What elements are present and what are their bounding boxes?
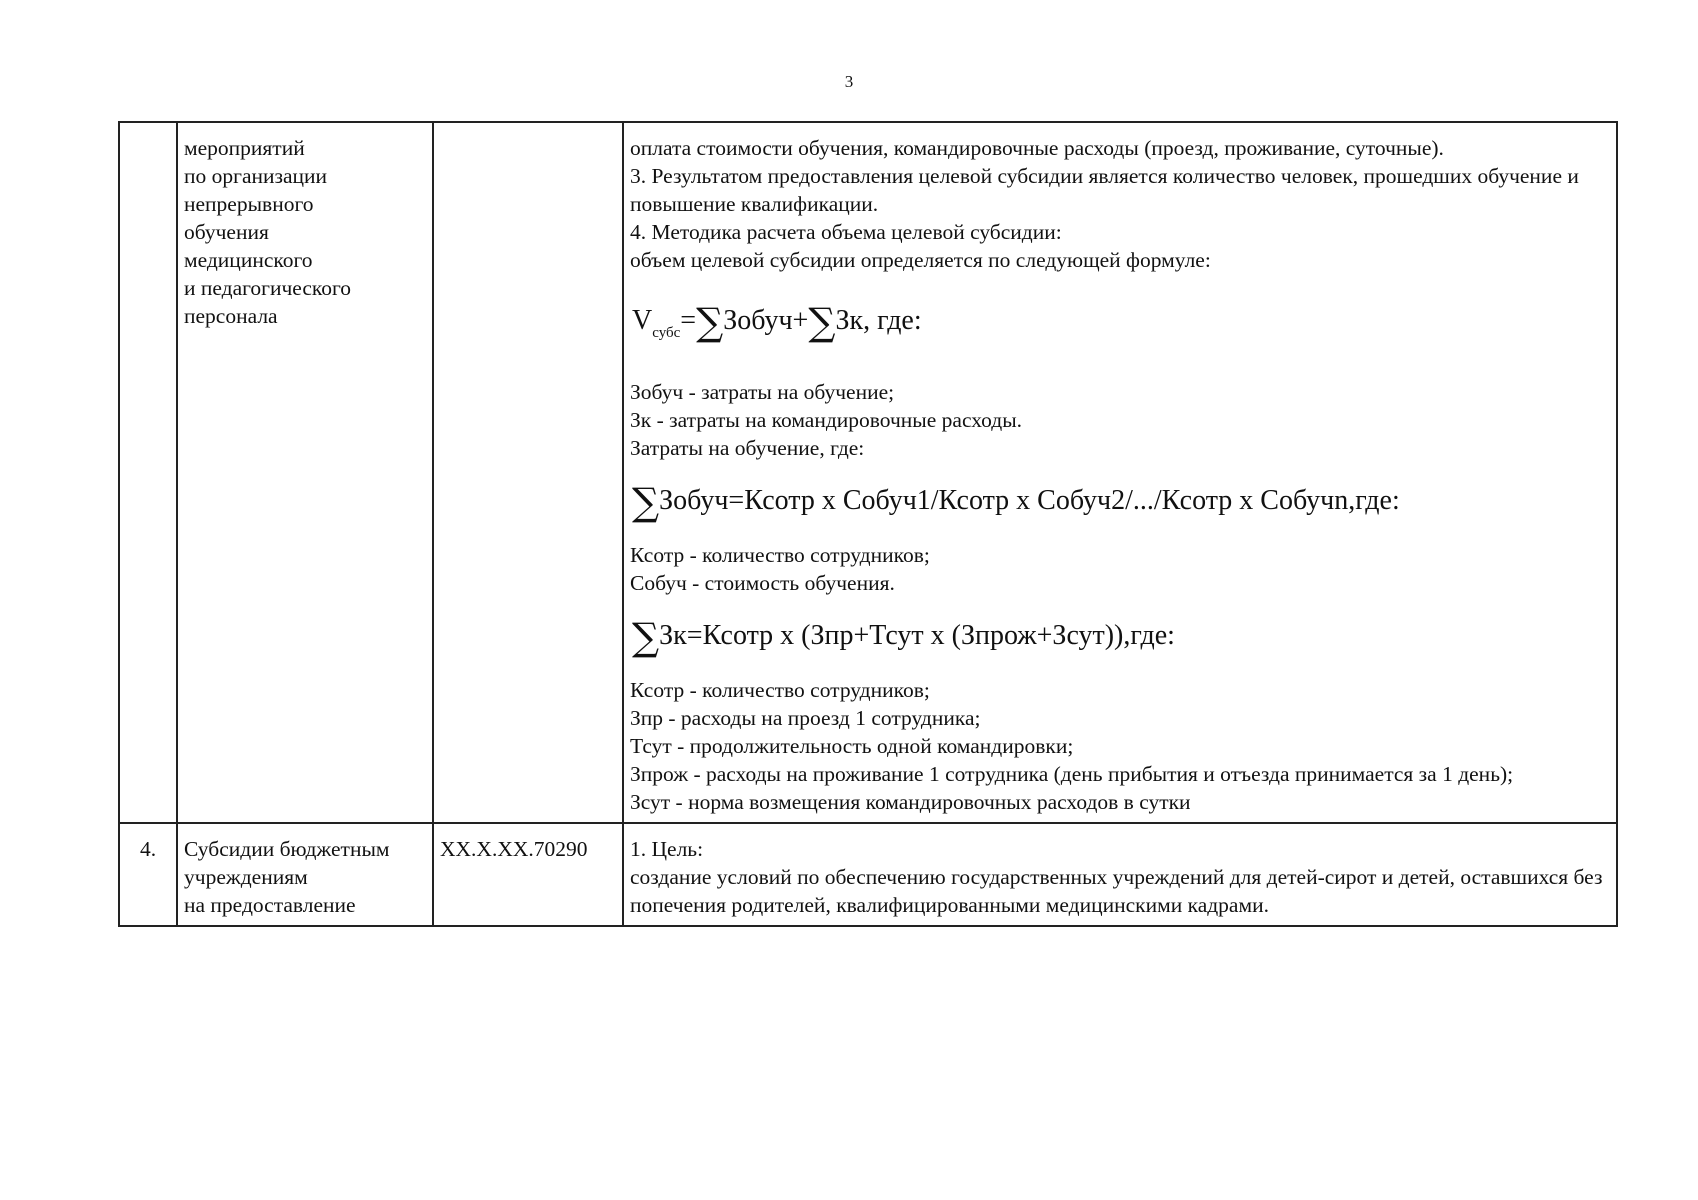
name-line: медицинского: [184, 248, 313, 272]
name-line: учреждениям: [184, 865, 308, 889]
training-cost-formula: [632, 480, 1610, 524]
name-line: обучения: [184, 220, 269, 244]
text-line: 1. Цель:: [630, 837, 704, 861]
sigma-icon: ∑: [696, 300, 724, 344]
table-row: [119, 823, 1617, 926]
formula-lhs-subscript: субс: [652, 325, 681, 341]
definition-line: Затраты на обучение, где:: [630, 436, 865, 460]
formula-text: Зобуч=Ксотр х Собуч1/Ксотр х Собуч2/.../Ксотр х Собучn,где:: [659, 485, 1400, 516]
text-line: оплата стоимости обучения, командировочные расходы (проезд, проживание, суточные).: [630, 136, 1444, 160]
travel-cost-formula: [632, 615, 1610, 659]
definition-line: Зсут - норма возмещения командировочных расходов в сутки: [630, 790, 1191, 814]
definition-line: Зпрож - расходы на проживание 1 сотрудника (день прибытия и отъезда принимается за 1 день);: [630, 762, 1514, 786]
name-line: по организации: [184, 164, 328, 188]
name-line: на предоставление: [184, 893, 356, 917]
text-line: объем целевой субсидии определяется по следующей формуле:: [630, 248, 1211, 272]
definition-line: Зпр - расходы на проезд 1 сотрудника;: [630, 706, 981, 730]
table-row: [119, 122, 1617, 823]
text-line: 4. Методика расчета объема целевой субсидии:: [630, 220, 1062, 244]
definition-line: Тсут - продолжительность одной командировки;: [630, 734, 1074, 758]
text-line: создание условий по обеспечению государственных учреждений для детей-сирот и детей, оставшихся без попечения родителей, квалифицированными медицинскими кадрами.: [630, 865, 1608, 917]
sigma-icon: ∑: [808, 300, 836, 344]
formula-lhs: V: [632, 305, 653, 336]
subsidy-volume-formula: [632, 300, 1610, 350]
name-line: и педагогического: [184, 276, 352, 300]
row-number-cell: 4.: [119, 823, 177, 926]
description-cell: [623, 823, 1617, 926]
description-cell: [623, 122, 1617, 823]
subsidy-name-cell: [177, 122, 433, 823]
subsidy-name-cell: [177, 823, 433, 926]
formula-equals: =: [680, 305, 697, 336]
sigma-icon: ∑: [632, 615, 660, 659]
code-cell: ХХ.Х.ХХ.70290: [433, 823, 623, 926]
definition-line: Ксотр - количество сотрудников;: [630, 543, 930, 567]
definition-line: Ксотр - количество сотрудников;: [630, 678, 930, 702]
code-cell: [433, 122, 623, 823]
name-line: непрерывного: [184, 192, 314, 216]
formula-text: Зк=Ксотр х (Зпр+Тсут х (Зпрож+Зсут)),где:: [659, 620, 1175, 651]
name-line: персонала: [184, 304, 278, 328]
name-line: Субсидии бюджетным: [184, 837, 390, 861]
definition-line: Зобуч - затраты на обучение;: [630, 380, 895, 404]
definition-line: Собуч - стоимость обучения.: [630, 571, 895, 595]
subsidy-table: [118, 121, 1618, 927]
sigma-icon: ∑: [632, 480, 660, 524]
formula-term: Зобуч+: [723, 305, 809, 336]
text-line: 3. Результатом предоставления целевой субсидии является количество человек, прошедших обучение и повышение квалификации.: [630, 164, 1585, 216]
formula-term: Зк, где:: [835, 305, 922, 336]
page-number: 3: [844, 72, 854, 91]
row-number-cell: [119, 122, 177, 823]
definition-line: Зк - затраты на командировочные расходы.: [630, 408, 1023, 432]
name-line: мероприятий: [184, 136, 305, 160]
